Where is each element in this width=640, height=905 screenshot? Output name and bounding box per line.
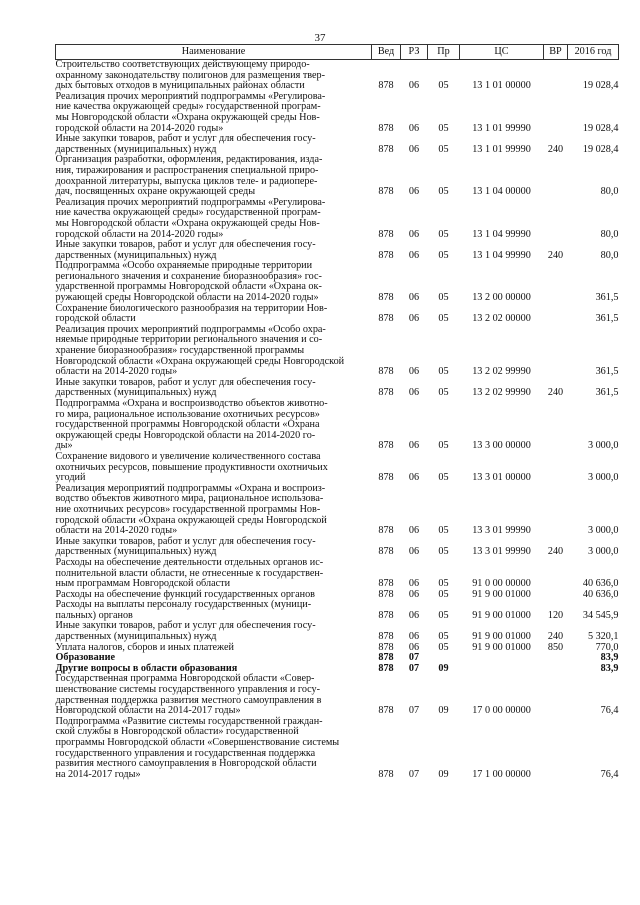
row-name-line: Сохранение видового и увеличение количественного состава bbox=[55, 450, 321, 462]
cell-cs: 13 1 04 99990 bbox=[472, 228, 531, 240]
cell-amount: 3 000,0 bbox=[587, 525, 619, 537]
row-name bbox=[56, 134, 372, 155]
cell-rz: 06 bbox=[408, 313, 420, 325]
row-name-line: Образование bbox=[55, 652, 116, 664]
header-pr: Пр bbox=[428, 45, 460, 60]
cell-amount: 3 000,0 bbox=[587, 472, 619, 484]
cell-cs: 13 1 04 99990 bbox=[472, 249, 531, 261]
row-name-line: Реализация прочих мероприятий подпрограммы «Регулирова- bbox=[55, 196, 326, 208]
row-name-line: городской области на 2014-2020 годы» bbox=[55, 122, 224, 134]
cell-pr: 05 bbox=[438, 249, 449, 261]
table-row bbox=[56, 621, 619, 642]
cell-ved: 878 bbox=[378, 440, 394, 452]
row-name bbox=[56, 198, 372, 240]
cell-pr: 05 bbox=[438, 292, 449, 304]
cell-rz: 06 bbox=[408, 143, 420, 155]
cell-amount: 19 028,4 bbox=[582, 80, 619, 92]
cell-cs: 13 3 01 99990 bbox=[472, 525, 531, 537]
row-name bbox=[56, 155, 372, 197]
row-name bbox=[56, 558, 372, 590]
row-name-line: окружающей среды Новгородской области на 2014-2020 го- bbox=[55, 429, 316, 441]
cell-pr: 09 bbox=[438, 705, 449, 717]
cell-amount: 3 000,0 bbox=[587, 546, 619, 558]
row-name-line: ской службы в Новгородской области» государственной bbox=[55, 726, 299, 738]
table-body bbox=[56, 60, 619, 781]
row-name-line: Организация разработки, оформления, редактирования, изда- bbox=[55, 154, 323, 166]
cell-rz: 06 bbox=[408, 249, 420, 261]
row-name-line: дарственная поддержка развития местного самоуправления в bbox=[55, 694, 322, 706]
row-name-line: няемые природные территории регионального значения и со- bbox=[55, 334, 323, 346]
row-name-line: Иные закупки товаров, работ и услуг для обеспечения госу- bbox=[55, 620, 316, 632]
cell-pr: 05 bbox=[438, 631, 449, 643]
header-vr: ВР bbox=[544, 45, 568, 60]
cell-amount: 80,0 bbox=[600, 186, 619, 198]
cell-rz: 07 bbox=[408, 662, 420, 674]
cell-rz: 06 bbox=[408, 292, 420, 304]
row-name-line: на 2014-2017 годы» bbox=[55, 768, 141, 780]
cell-pr: 05 bbox=[438, 228, 449, 240]
row-name-line: Расходы на обеспечение деятельности отдельных органов ис- bbox=[55, 556, 324, 568]
row-name-line: шенствование системы государственного управления и госу- bbox=[55, 684, 321, 696]
row-name-line: городской области «Охрана окружающей среды Новгородской bbox=[55, 514, 327, 526]
row-name-line: угодий bbox=[55, 472, 86, 484]
table-row bbox=[56, 643, 619, 654]
cell-rz: 06 bbox=[408, 609, 420, 621]
cell-vr bbox=[544, 484, 568, 537]
row-name-line: мы Новгородской области «Охрана окружающей среды Нов- bbox=[55, 217, 320, 229]
row-name-line: области на 2014-2020 годы» bbox=[55, 525, 178, 537]
cell-cs bbox=[460, 653, 544, 664]
cell-cs: 91 9 00 01000 bbox=[472, 641, 531, 653]
cell-vr: 240 bbox=[547, 249, 564, 261]
cell-ved: 878 bbox=[378, 631, 394, 643]
cell-cs: 13 2 02 00000 bbox=[472, 313, 531, 325]
cell-pr: 05 bbox=[438, 122, 449, 134]
row-name-line: Иные закупки товаров, работ и услуг для обеспечения госу- bbox=[55, 535, 316, 547]
cell-rz: 06 bbox=[408, 186, 420, 198]
row-name-line: ружающей среды Новгородской области на 2014-2020 годы» bbox=[55, 292, 319, 304]
table-row bbox=[56, 92, 619, 134]
cell-ved: 878 bbox=[378, 186, 394, 198]
table-row bbox=[56, 134, 619, 155]
cell-rz: 06 bbox=[408, 366, 420, 378]
row-name-line: Расходы на выплаты персоналу государственных (муници- bbox=[55, 599, 312, 611]
cell-vr bbox=[544, 674, 568, 716]
row-name-line: хранение биоразнообразия» государственной программы bbox=[55, 345, 305, 357]
cell-pr: 05 bbox=[438, 525, 449, 537]
table-row bbox=[56, 325, 619, 378]
header-rz: РЗ bbox=[401, 45, 428, 60]
row-name-line: Подпрограмма «Развитие системы государственной граждан- bbox=[55, 715, 323, 727]
cell-vr bbox=[544, 590, 568, 601]
row-name-line: Реализация прочих мероприятий подпрограммы «Регулирова- bbox=[55, 90, 326, 102]
row-name-line: Реализация мероприятий подпрограммы «Охрана и воспроиз- bbox=[55, 482, 326, 494]
row-name-line: государственной программы Новгородской области «Охрана bbox=[55, 419, 320, 431]
cell-rz: 06 bbox=[408, 440, 420, 452]
cell-pr: 09 bbox=[438, 768, 449, 780]
cell-amount: 80,0 bbox=[600, 249, 619, 261]
cell-amount: 361,5 bbox=[595, 313, 619, 325]
row-name-line: пальных) органов bbox=[55, 609, 133, 621]
cell-pr: 05 bbox=[438, 609, 449, 621]
cell-pr: 05 bbox=[438, 313, 449, 325]
table-row bbox=[56, 484, 619, 537]
cell-vr bbox=[544, 653, 568, 664]
cell-cs: 91 9 00 01000 bbox=[472, 631, 531, 643]
cell-cs: 13 2 02 99990 bbox=[472, 366, 531, 378]
cell-vr bbox=[544, 261, 568, 303]
cell-amount: 34 545,9 bbox=[582, 609, 619, 621]
cell-cs: 13 1 01 99990 bbox=[472, 122, 531, 134]
cell-pr: 05 bbox=[438, 578, 449, 590]
cell-ved: 878 bbox=[378, 588, 394, 600]
cell-rz: 06 bbox=[408, 228, 420, 240]
row-name-line: водство объектов животного мира, рациональное использова- bbox=[55, 493, 324, 505]
cell-amount: 76,4 bbox=[600, 705, 619, 717]
header-cs: ЦС bbox=[460, 45, 544, 60]
cell-pr: 05 bbox=[438, 588, 449, 600]
cell-pr: 05 bbox=[438, 143, 449, 155]
row-name-line: доохранной литературы, выпуска циклов теле- и радиопере- bbox=[55, 175, 318, 187]
row-name bbox=[56, 261, 372, 303]
cell-amount: 19 028,4 bbox=[582, 122, 619, 134]
cell-cs: 13 3 00 00000 bbox=[472, 440, 531, 452]
row-name bbox=[56, 537, 372, 558]
table-row bbox=[56, 378, 619, 399]
cell-cs: 91 9 00 01000 bbox=[472, 588, 531, 600]
row-name bbox=[56, 399, 372, 452]
row-name bbox=[56, 304, 372, 325]
cell-pr: 05 bbox=[438, 546, 449, 558]
cell-cs: 13 1 01 00000 bbox=[472, 80, 531, 92]
row-name-line: Иные закупки товаров, работ и услуг для обеспечения госу- bbox=[55, 239, 316, 251]
cell-vr bbox=[544, 558, 568, 590]
cell-ved: 878 bbox=[378, 652, 394, 664]
cell-pr: 05 bbox=[438, 440, 449, 452]
table-row bbox=[56, 674, 619, 716]
row-name-line: регионального значения и сохранение биоразнообразия» гос- bbox=[55, 270, 322, 282]
cell-vr: 240 bbox=[547, 387, 564, 399]
cell-pr: 05 bbox=[438, 472, 449, 484]
cell-cs: 13 2 02 99990 bbox=[472, 387, 531, 399]
cell-vr bbox=[544, 198, 568, 240]
cell-rz: 06 bbox=[408, 641, 420, 653]
row-name-line: Расходы на обеспечение функций государственных органов bbox=[55, 588, 315, 600]
cell-vr bbox=[544, 664, 568, 675]
cell-amount: 80,0 bbox=[600, 228, 619, 240]
cell-vr bbox=[544, 717, 568, 781]
row-name-line: области на 2014-2020 годы» bbox=[55, 366, 178, 378]
cell-vr: 120 bbox=[547, 609, 564, 621]
row-name bbox=[56, 60, 372, 92]
row-name-line: дарственных (муниципальных) нужд bbox=[55, 631, 217, 643]
header-year: 2016 год bbox=[568, 45, 619, 60]
cell-ved: 878 bbox=[378, 228, 394, 240]
cell-cs: 91 9 00 01000 bbox=[472, 609, 531, 621]
row-name-line: охранному законодательству полигонов для размещения твер- bbox=[55, 69, 326, 81]
cell-amount: 3 000,0 bbox=[587, 440, 619, 452]
cell-pr: 09 bbox=[438, 662, 449, 674]
row-name bbox=[56, 325, 372, 378]
row-name bbox=[56, 674, 372, 716]
table-row bbox=[56, 717, 619, 781]
cell-ved: 878 bbox=[378, 768, 394, 780]
row-name bbox=[56, 378, 372, 399]
row-name-line: государственного управления и государственная поддержка bbox=[55, 747, 316, 759]
table-row bbox=[56, 452, 619, 484]
cell-rz: 06 bbox=[408, 122, 420, 134]
row-name bbox=[56, 600, 372, 621]
table-row bbox=[56, 261, 619, 303]
row-name-line: Иные закупки товаров, работ и услуг для обеспечения госу- bbox=[55, 376, 316, 388]
row-name-line: дач, посвященных охране окружающей среды bbox=[55, 186, 256, 198]
cell-amount: 770,0 bbox=[595, 641, 619, 653]
table-row bbox=[56, 600, 619, 621]
cell-vr bbox=[544, 325, 568, 378]
row-name-line: ния, тиражирования и распространения специальной приро- bbox=[55, 164, 319, 176]
cell-pr: 05 bbox=[438, 641, 449, 653]
cell-rz: 06 bbox=[408, 80, 420, 92]
cell-ved: 878 bbox=[378, 143, 394, 155]
cell-ved: 878 bbox=[378, 578, 394, 590]
row-name-line: ным программам Новгородской области bbox=[55, 578, 231, 590]
cell-ved: 878 bbox=[378, 472, 394, 484]
table-header-row bbox=[56, 45, 619, 60]
row-name-line: Строительство соответствующих действующему природо- bbox=[55, 59, 310, 70]
row-name-line: ние охотничьих ресурсов» государственной программы Нов- bbox=[55, 503, 321, 515]
cell-pr: 05 bbox=[438, 186, 449, 198]
table-row bbox=[56, 304, 619, 325]
row-name-line: программы Новгородской области «Совершенствование системы bbox=[55, 737, 340, 748]
table-row bbox=[56, 399, 619, 452]
row-name-line: ние качества окружающей среды» государственной програм- bbox=[55, 207, 321, 219]
header-ved: Вед bbox=[372, 45, 401, 60]
table-row bbox=[56, 240, 619, 261]
budget-table bbox=[55, 44, 619, 780]
cell-cs: 13 1 01 99990 bbox=[472, 143, 531, 155]
row-name-line: мы Новгородской области «Охрана окружающей среды Нов- bbox=[55, 111, 320, 123]
row-name-line: охотничьих ресурсов, повышение продуктивности охотничьих bbox=[55, 461, 328, 473]
cell-rz: 07 bbox=[408, 768, 420, 780]
cell-cs: 13 1 04 00000 bbox=[472, 186, 531, 198]
cell-ved: 878 bbox=[378, 546, 394, 558]
row-name-line: Уплата налогов, сборов и иных платежей bbox=[55, 641, 234, 653]
cell-rz: 06 bbox=[408, 578, 420, 590]
row-name-line: развития местного самоуправления в Новгородской области bbox=[55, 758, 317, 770]
row-name-line: Государственная программа Новгородской области «Совер- bbox=[55, 673, 315, 685]
row-name-line: Подпрограмма «Особо охраняемые природные территории bbox=[55, 260, 313, 272]
table-row bbox=[56, 537, 619, 558]
row-name-line: дарственных (муниципальных) нужд bbox=[55, 546, 217, 558]
row-name-line: Реализация прочих мероприятий подпрограммы «Особо охра- bbox=[55, 323, 326, 335]
cell-vr bbox=[544, 452, 568, 484]
cell-rz: 06 bbox=[408, 525, 420, 537]
row-name bbox=[56, 484, 372, 537]
row-name-line: Новгородской области на 2014-2017 годы» bbox=[55, 705, 241, 717]
row-name bbox=[56, 92, 372, 134]
row-name-line: дарственных (муниципальных) нужд bbox=[55, 143, 217, 155]
cell-vr bbox=[544, 92, 568, 134]
row-name-line: полнительной власти области, не отнесенные к государствен- bbox=[55, 567, 324, 579]
cell-pr: 05 bbox=[438, 387, 449, 399]
row-name-line: городской области на 2014-2020 годы» bbox=[55, 228, 224, 240]
cell-ved: 878 bbox=[378, 80, 394, 92]
cell-rz: 06 bbox=[408, 387, 420, 399]
cell-cs: 17 1 00 00000 bbox=[472, 768, 531, 780]
cell-amount: 361,5 bbox=[595, 387, 619, 399]
row-name bbox=[56, 240, 372, 261]
cell-vr bbox=[544, 304, 568, 325]
table-row bbox=[56, 155, 619, 197]
cell-pr: 05 bbox=[438, 366, 449, 378]
cell-rz: 06 bbox=[408, 546, 420, 558]
row-name-line: ды» bbox=[55, 440, 73, 452]
cell-cs: 13 2 00 00000 bbox=[472, 292, 531, 304]
row-name-line: Новгородской области «Охрана окружающей среды Новгородской bbox=[55, 355, 345, 367]
cell-amount: 5 320,1 bbox=[587, 631, 619, 643]
cell-rz: 06 bbox=[408, 472, 420, 484]
cell-cs bbox=[460, 664, 544, 675]
cell-vr: 240 bbox=[547, 546, 564, 558]
row-name-line: ние качества окружающей среды» государственной програм- bbox=[55, 101, 321, 113]
cell-cs: 91 0 00 00000 bbox=[472, 578, 531, 590]
cell-rz: 07 bbox=[408, 705, 420, 717]
cell-amount: 361,5 bbox=[595, 366, 619, 378]
row-name-line: Сохранение биологического разнообразия на территории Нов- bbox=[55, 302, 328, 314]
cell-cs: 17 0 00 00000 bbox=[472, 705, 531, 717]
cell-pr: 05 bbox=[438, 80, 449, 92]
cell-amount: 361,5 bbox=[595, 292, 619, 304]
cell-cs: 13 3 01 00000 bbox=[472, 472, 531, 484]
cell-amount: 83,9 bbox=[600, 652, 619, 664]
cell-cs: 13 3 01 99990 bbox=[472, 546, 531, 558]
cell-rz: 06 bbox=[408, 631, 420, 643]
row-name-line: ударственной программы Новгородской области «Охрана ок- bbox=[55, 281, 322, 293]
row-name-line: Иные закупки товаров, работ и услуг для обеспечения госу- bbox=[55, 133, 316, 145]
cell-amount: 40 636,0 bbox=[582, 578, 619, 590]
row-name-line: Другие вопросы в области образования bbox=[55, 662, 238, 674]
cell-amount: 19 028,4 bbox=[582, 143, 619, 155]
cell-ved: 878 bbox=[378, 705, 394, 717]
cell-rz: 07 bbox=[408, 652, 420, 664]
cell-ved: 878 bbox=[378, 313, 394, 325]
row-name-line: дарственных (муниципальных) нужд bbox=[55, 387, 217, 399]
cell-vr: 240 bbox=[547, 631, 564, 643]
cell-amount: 76,4 bbox=[600, 768, 619, 780]
cell-rz: 06 bbox=[408, 588, 420, 600]
table-row bbox=[56, 558, 619, 590]
cell-ved: 878 bbox=[378, 387, 394, 399]
row-name bbox=[56, 717, 372, 781]
cell-vr bbox=[544, 399, 568, 452]
cell-ved: 878 bbox=[378, 662, 394, 674]
row-name-line: дарственных (муниципальных) нужд bbox=[55, 249, 217, 261]
cell-vr bbox=[544, 60, 568, 92]
cell-vr bbox=[544, 155, 568, 197]
cell-ved: 878 bbox=[378, 641, 394, 653]
cell-vr: 850 bbox=[547, 641, 564, 653]
cell-ved: 878 bbox=[378, 366, 394, 378]
cell-amount: 83,9 bbox=[600, 662, 619, 674]
row-name bbox=[56, 621, 372, 642]
cell-ved: 878 bbox=[378, 609, 394, 621]
cell-ved: 878 bbox=[378, 122, 394, 134]
cell-amount: 40 636,0 bbox=[582, 588, 619, 600]
cell-ved: 878 bbox=[378, 249, 394, 261]
row-name bbox=[56, 452, 372, 484]
row-name-line: го мира, рациональное использование охотничьих ресурсов» bbox=[55, 408, 320, 420]
table-row bbox=[56, 60, 619, 92]
row-name-line: городской области bbox=[55, 313, 136, 325]
page-number: 37 bbox=[314, 32, 326, 44]
cell-vr: 240 bbox=[547, 143, 564, 155]
cell-ved: 878 bbox=[378, 525, 394, 537]
header-name: Наименование bbox=[56, 45, 372, 60]
row-name-line: дых бытовых отходов в муниципальных районах области bbox=[55, 80, 305, 92]
table-row bbox=[56, 198, 619, 240]
row-name-line: Подпрограмма «Охрана и воспроизводство объектов животно- bbox=[55, 398, 328, 409]
cell-ved: 878 bbox=[378, 292, 394, 304]
